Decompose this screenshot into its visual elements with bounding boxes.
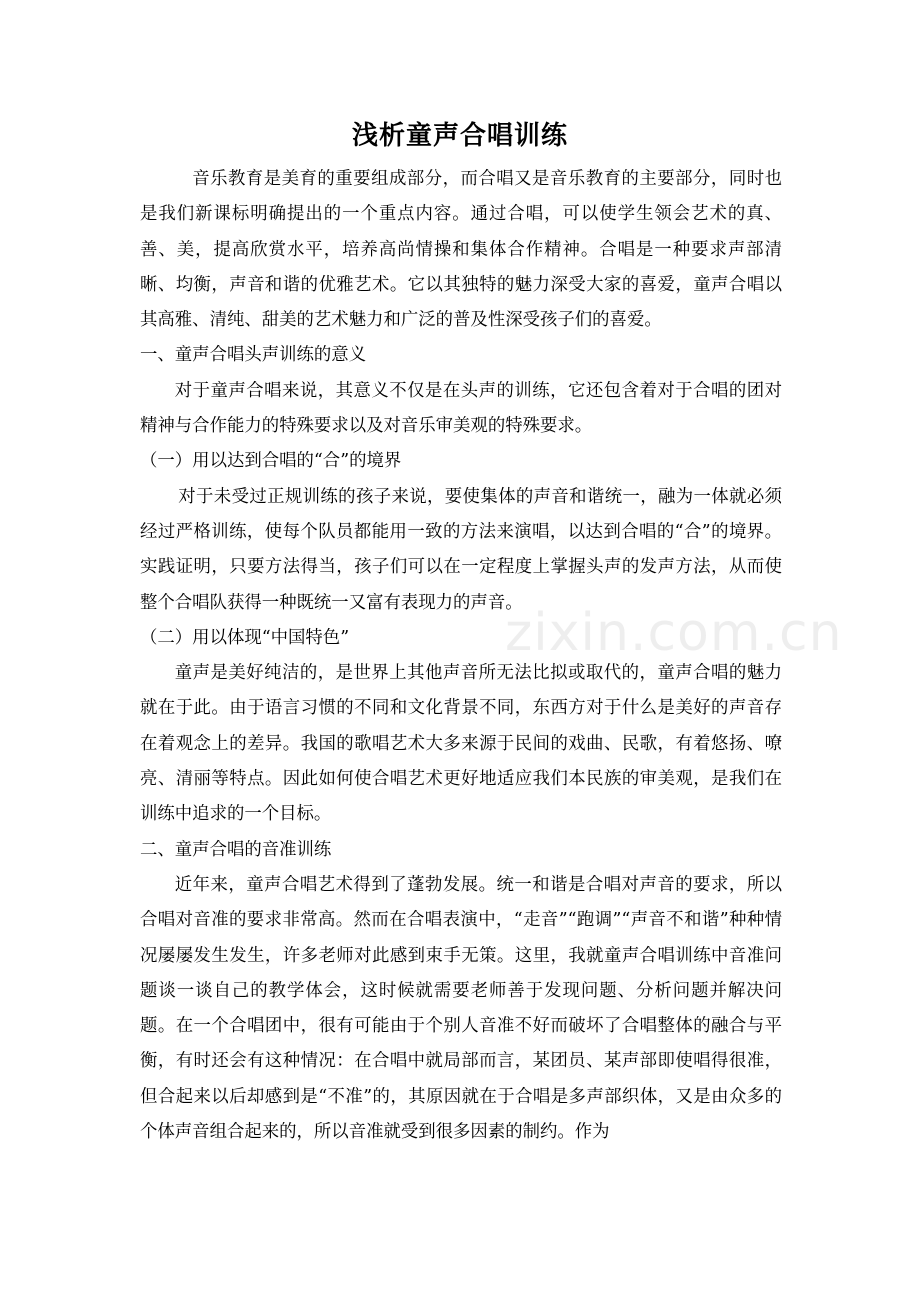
section-heading-2: 二、童声合唱的音准训练 (140, 839, 332, 860)
paragraph-harmony: 对于未受过正规训练的孩子来说，要使集体的声音和谐统一，融为一体就必须经过严格训练，使每个队员都能用一致的方法来演唱，以达到合唱的“合”的境界。实践证明，只要方法得当，孩子们可以在一定程度上掌握头声的发声方法，从而使整个合唱队获得一种既统一又富有表现力的声音。 (140, 486, 782, 613)
subsection-heading-1-2: （二）用以体现“中国特色” (140, 627, 350, 648)
paragraph-chinese-character: 童声是美好纯洁的，是世界上其他声音所无法比拟或取代的，童声合唱的魅力就在于此。由于语言习惯的不同和文化背景不同，东西方对于什么是美好的声音存在着观念上的差异。我国的歌唱艺术大多来源于民间的戏曲、民歌，有着悠扬、嘹亮、清丽等特点。因此如何使合唱艺术更好地适应我们本民族的审美观，是我们在训练中追求的一个目标。 (140, 663, 782, 825)
paragraph-intonation: 近年来，童声合唱艺术得到了蓬勃发展。统一和谐是合唱对声音的要求，所以合唱对音准的要求非常高。然而在合唱表演中，“走音”“跑调”“声音不和谐”种种情况屡屡发生发生，许多老师对此感到束手无策。这里，我就童声合唱训练中音准问题谈一谈自己的教学体会，这时候就需要老师善于发现问题、分析问题并解决问题。在一个合唱团中，很有可能由于个别人音准不好而破坏了合唱整体的融合与平衡，有时还会有这种情况：在合唱中就局部而言，某团员、某声部即使唱得很准，但合起来以后却感到是“不准”的，其原因就在于合唱是多声部织体，又是由众多的个体声音组合起来的，所以音准就受到很多因素的制约。作为 (140, 874, 782, 1143)
document-body (140, 162, 782, 1150)
watermark-text: zixin.com.cn (505, 603, 843, 663)
subsection-heading-1-1: （一）用以达到合唱的“合”的境界 (140, 451, 402, 472)
paragraph-head-voice-meaning: 对于童声合唱来说，其意义不仅是在头声的训练，它还包含着对于合唱的团对精神与合作能力的特殊要求以及对音乐审美观的特殊要求。 (140, 380, 782, 437)
paragraph-intro: 音乐教育是美育的重要组成部分，而合唱又是音乐教育的主要部分，同时也是我们新课标明确提出的一个重点内容。通过合唱，可以使学生领会艺术的真、善、美，提高欣赏水平，培养高尚情操和集体合作精神。合唱是一种要求声部清晰、均衡，声音和谐的优雅艺术。它以其独特的魅力深受大家的喜爱，童声合唱以其高雅、清纯、甜美的艺术魅力和广泛的普及性深受孩子们的喜爱。 (140, 169, 782, 331)
document-title: 浅析童声合唱训练 (351, 121, 568, 151)
section-heading-1: 一、童声合唱头声训练的意义 (140, 345, 367, 366)
